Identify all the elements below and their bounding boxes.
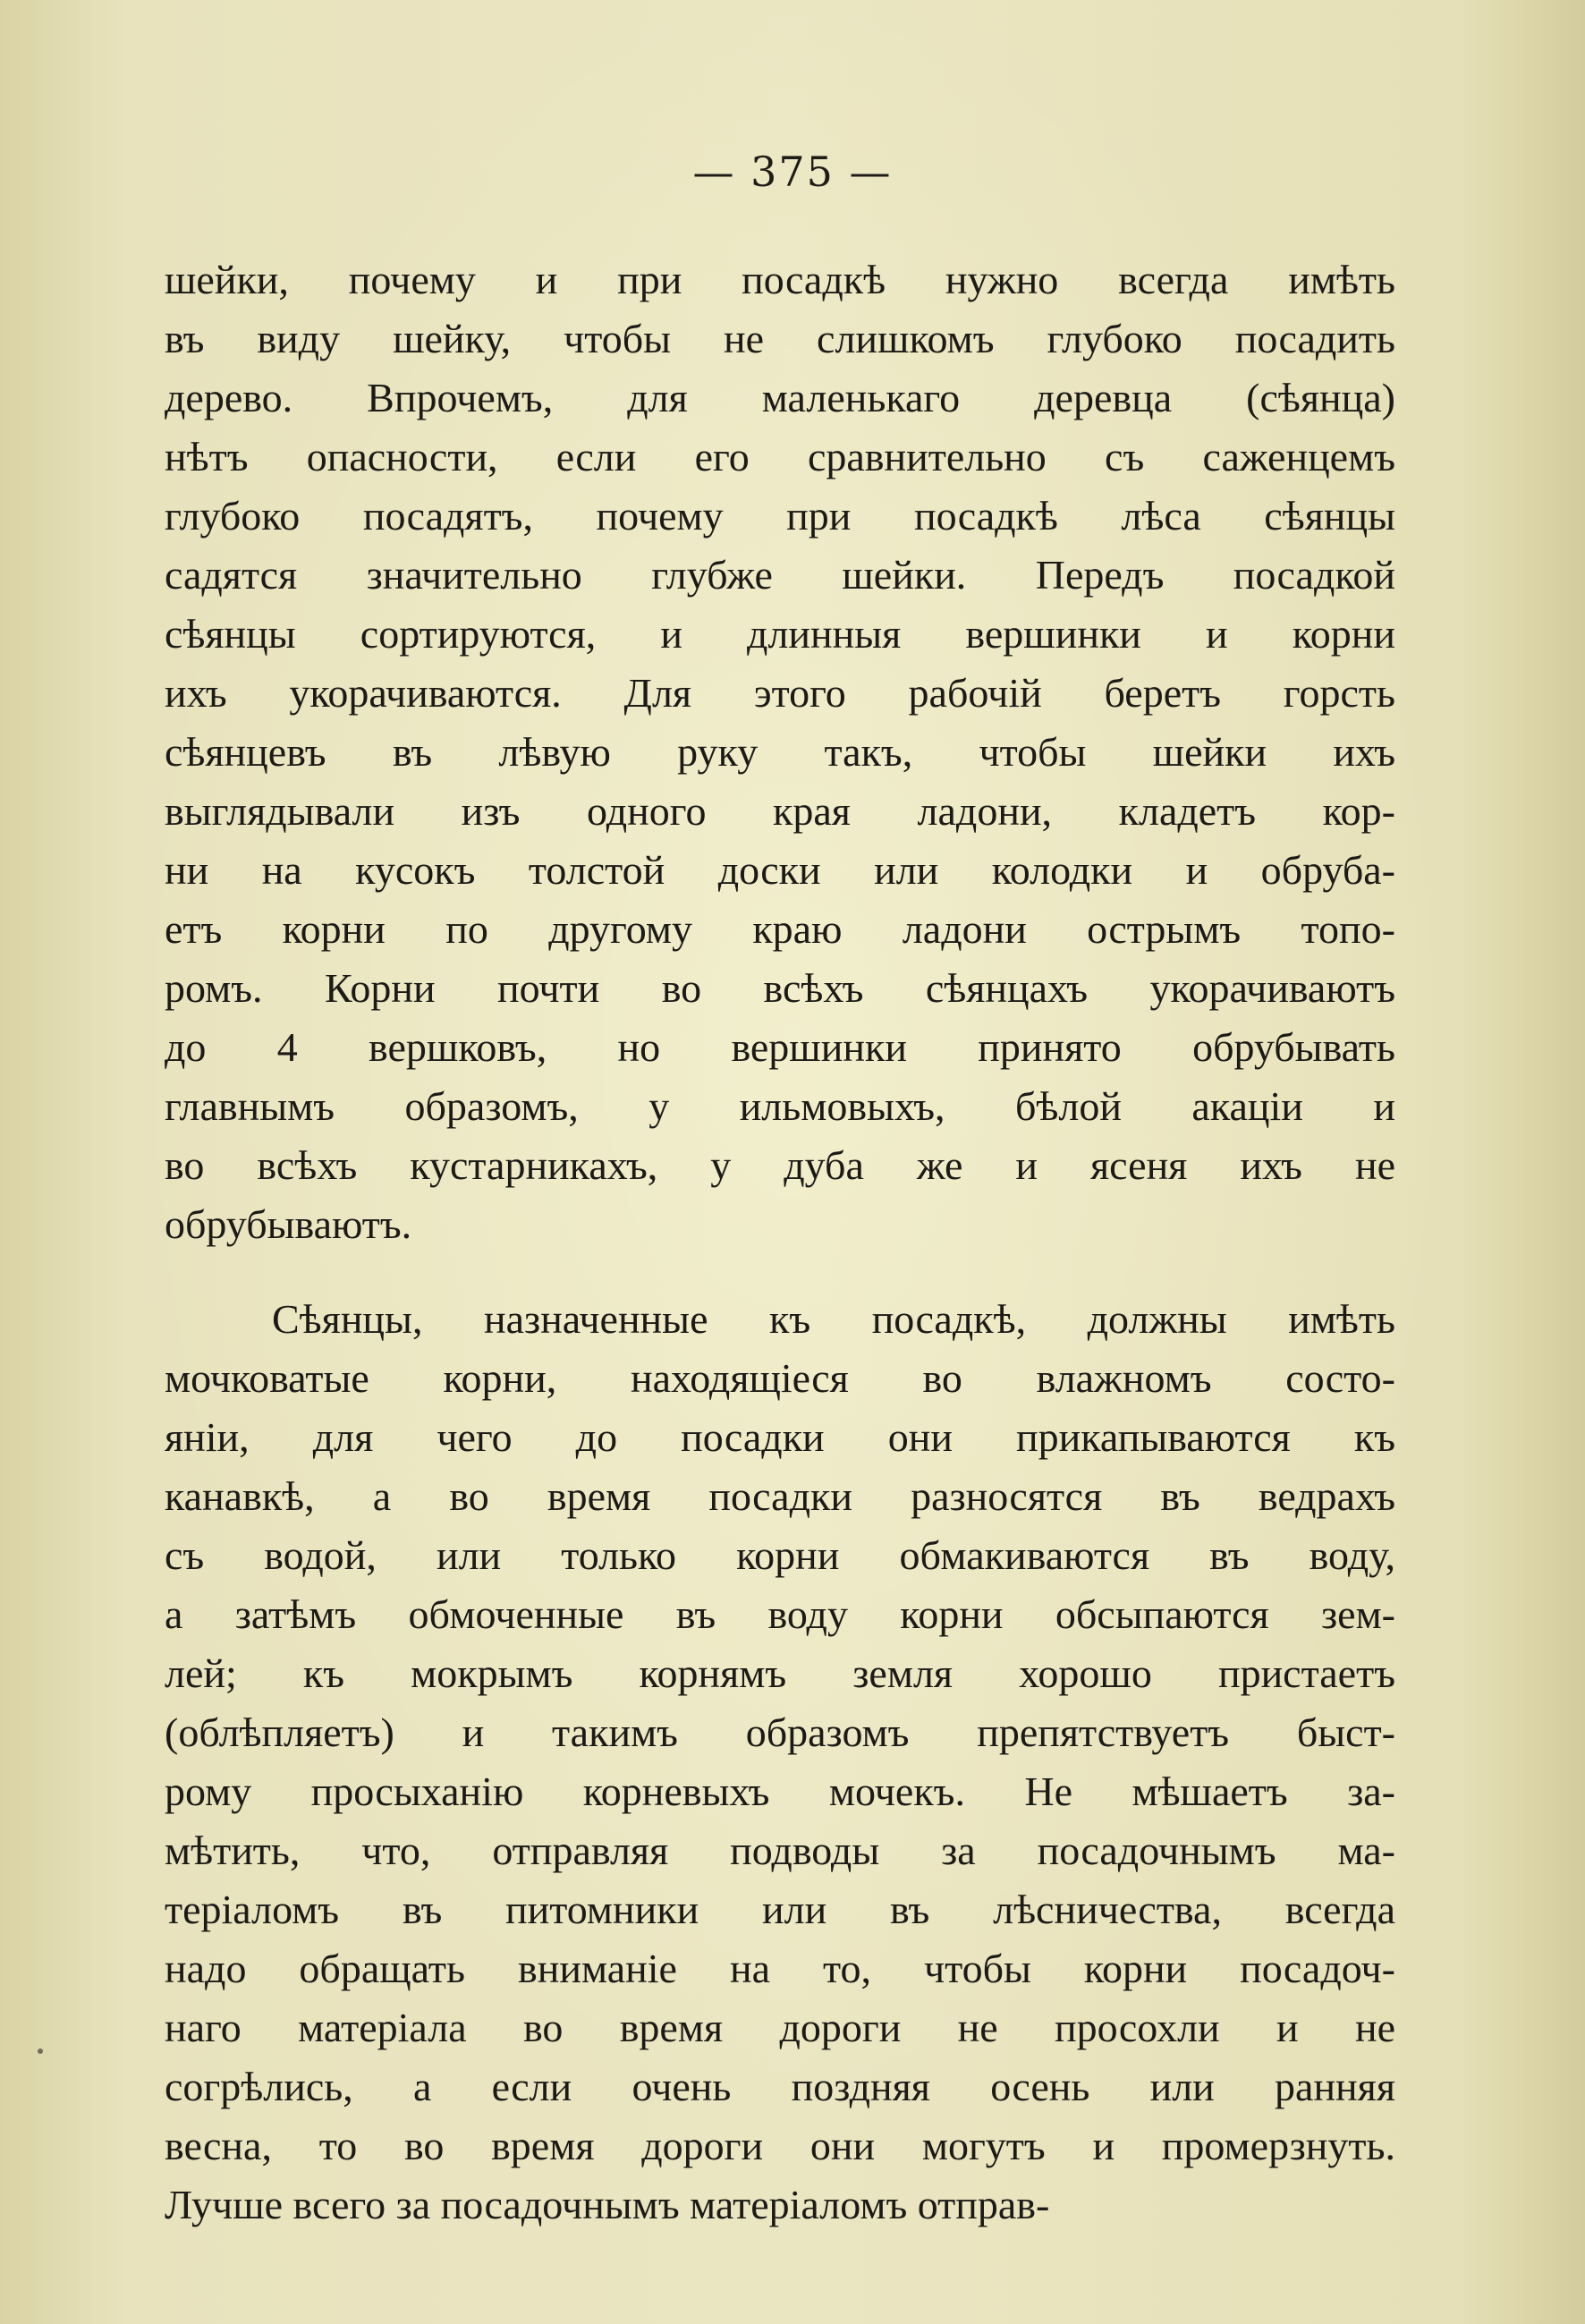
text-line: сѣянцы сортируются, и длинныя вершинки и корни (165, 611, 1395, 657)
text-line: до 4 вершковъ, но вершинки принято обрубывать (165, 1024, 1395, 1070)
text-line: (облѣпляетъ) и такимъ образомъ препятствуетъ быст- (165, 1709, 1395, 1755)
text-line: мѣтить, что, отправляя подводы за посадочнымъ ма- (165, 1828, 1395, 1873)
text-line: Сѣянцы, назначенные къ посадкѣ, должны имѣть (272, 1296, 1395, 1342)
text-line: весна, то во время дороги они могутъ и промерзнуть. (165, 2123, 1395, 2168)
text-line: рому просыханію корневыхъ мочекъ. Не мѣшаетъ за- (165, 1768, 1395, 1814)
text-line: сѣянцевъ въ лѣвую руку такъ, чтобы шейки ихъ (165, 729, 1395, 775)
page-number: — 375 — (692, 148, 893, 196)
text-line: наго матеріала во время дороги не просохли и не (165, 2005, 1395, 2050)
text-line: глубоко посадятъ, почему при посадкѣ лѣса сѣянцы (165, 493, 1395, 539)
text-line: обрубываютъ. (165, 1201, 412, 1247)
text-line: Лучше всего за посадочнымъ матеріаломъ отправ- (165, 2182, 1050, 2227)
text-line: канавкѣ, а во время посадки разносятся въ ведрахъ (165, 1473, 1395, 1519)
text-line: садятся значительно глубже шейки. Передъ посадкой (165, 552, 1395, 598)
text-line: мочковатые корни, находящіеся во влажномъ состо- (165, 1355, 1395, 1401)
page-body-text (165, 250, 1395, 2235)
text-line: а затѣмъ обмоченные въ воду корни обсыпаются зем- (165, 1591, 1395, 1637)
text-line: теріаломъ въ питомники или въ лѣсничества, всегда (165, 1887, 1395, 1932)
text-line: дерево. Впрочемъ, для маленькаго деревца (сѣянца) (165, 375, 1395, 420)
text-line: согрѣлись, а если очень поздняя осень или ранняя (165, 2064, 1395, 2109)
text-line: съ водой, или только корни обмакиваются въ воду, (165, 1532, 1395, 1578)
paragraph (165, 1290, 1395, 2235)
text-line: лей; къ мокрымъ корнямъ земля хорошо пристаетъ (165, 1650, 1395, 1696)
text-line: въ виду шейку, чтобы не слишкомъ глубоко посадить (165, 316, 1395, 361)
text-line: во всѣхъ кустарникахъ, у дуба же и ясеня ихъ не (165, 1142, 1395, 1188)
text-line: шейки, почему и при посадкѣ нужно всегда имѣть (165, 257, 1395, 302)
text-line: ни на кусокъ толстой доски или колодки и обруба- (165, 847, 1395, 893)
text-line: нѣтъ опасности, если его сравнительно съ саженцемъ (165, 434, 1395, 479)
paragraph-gap (165, 1254, 1395, 1290)
text-line: надо обращать вниманіе на то, чтобы корни посадоч- (165, 1946, 1395, 1991)
paragraph (165, 250, 1395, 1254)
text-line: яніи, для чего до посадки они прикапываются къ (165, 1414, 1395, 1460)
text-line: ихъ укорачиваются. Для этого рабочій беретъ горсть (165, 670, 1395, 716)
text-line: етъ корни по другому краю ладони острымъ топо- (165, 906, 1395, 952)
ink-speck (38, 2048, 43, 2054)
text-line: выглядывали изъ одного края ладони, кладетъ кор- (165, 788, 1395, 834)
text-line: главнымъ образомъ, у ильмовыхъ, бѣлой акаціи и (165, 1083, 1395, 1129)
text-line: ромъ. Корни почти во всѣхъ сѣянцахъ укорачиваютъ (165, 965, 1395, 1011)
